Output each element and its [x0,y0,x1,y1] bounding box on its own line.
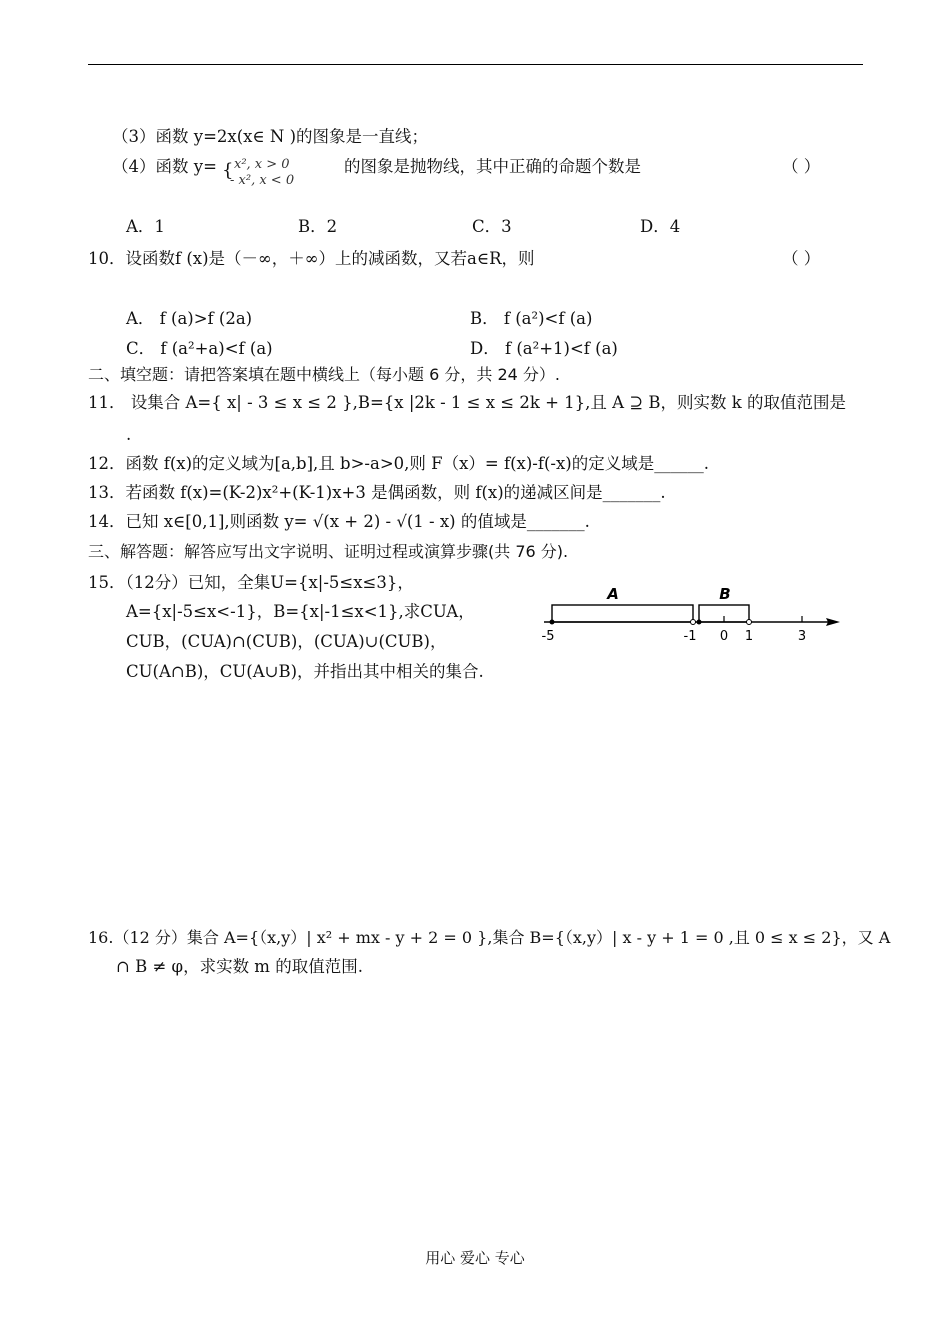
tick-label-neg1: -1 [683,629,697,644]
interval-a [552,605,693,622]
tick-label-neg5: -5 [541,629,555,644]
q16-line2: ∩ B ≠ φ，求实数 m 的取值范围. [116,957,363,976]
label-b: B [719,585,731,603]
point-neg5 [550,620,555,625]
piece-bottom: - x², x < 0 [230,173,295,188]
q10-answer-paren: （ ） [782,249,821,268]
q9-answer-paren: （ ） [782,157,821,176]
q10-option-b: B． f (a²)<f (a) [470,309,593,328]
q11-dot: . [126,425,132,444]
q9-item4-prefix: （4）函数 y= [112,157,217,176]
q15-line2: A={x|-5≤x<-1}，B={x|-1≤x<1},求CUA， [126,602,475,621]
tick-label-zero: 0 [719,629,729,644]
q9-option-d: D．4 [640,217,681,236]
q9-option-a: A．1 [126,217,165,236]
q10-option-a: A． f (a)>f (2a) [126,309,253,328]
page-footer: 用心 爱心 专心 [425,1249,525,1267]
section-fill-in-heading: 二、填空题：请把答案填在题中横线上（每小题 6 分，共 24 分）. [88,365,560,384]
point-one-open [747,620,752,625]
section-solve-heading: 三、解答题：解答应写出文字说明、证明过程或演算步骤(共 76 分). [88,542,569,561]
q15-line4: CU(A∩B)，CU(A∪B)，并指出其中相关的集合. [126,662,484,681]
q9-option-b: B．2 [298,217,338,236]
piece-top: x², x > 0 [234,157,290,172]
label-a: A [607,585,619,603]
header-rule [88,64,863,65]
q15-line3: CUB，(CUA)∩(CUB)，(CUA)∪(CUB)， [126,632,447,651]
q10-option-d: D． f (a²+1)<f (a) [470,339,618,358]
q9-item4-suffix: 的图象是抛物线，其中正确的命题个数是 [344,157,641,176]
q15-line1: 15．（12分）已知，全集U={x|-5≤x≤3}， [88,573,414,592]
q9-option-c: C．3 [472,217,512,236]
point-neg1-closed [697,620,702,625]
axis-arrow-icon [826,618,840,626]
q11-text: 11． 设集合 A={ x| - 3 ≤ x ≤ 2 },B={x |2k - 1 ≤ x ≤ 2k + 1},且 A ⊇ B，则实数 k 的取值范围是 [88,393,847,412]
q9-item3: （3）函数 y=2x(x∈ N )的图象是一直线； [112,127,429,146]
number-line-diagram [536,580,846,650]
point-neg1-open [691,620,696,625]
q13-text: 13．若函数 f(x)=(K-2)x²+(K-1)x+3 是偶函数，则 f(x)的递减区间是_______. [88,483,666,502]
q12-text: 12．函数 f(x)的定义域为[a,b],且 b>-a>0,则 F（x）= f(x)-f(-x)的定义域是______. [88,454,709,473]
piecewise-brace: { [222,160,234,181]
q10-stem: 10．设函数f (x)是（－∞，＋∞）上的减函数，又若a∈R，则 [88,249,535,268]
tick-label-three: 3 [797,629,807,644]
tick-label-one: 1 [744,629,754,644]
q10-option-c: C． f (a²+a)<f (a) [126,339,273,358]
q14-text: 14．已知 x∈[0,1],则函数 y= √(x + 2) - √(1 - x) 的值域是_______. [88,512,590,531]
q16-line1: 16.（12 分）集合 A={（x,y）| x² + mx - y + 2 = 0 },集合 B={（x,y）| x - y + 1 = 0 ,且 0 ≤ x ≤ 2}，又 A [88,928,891,947]
